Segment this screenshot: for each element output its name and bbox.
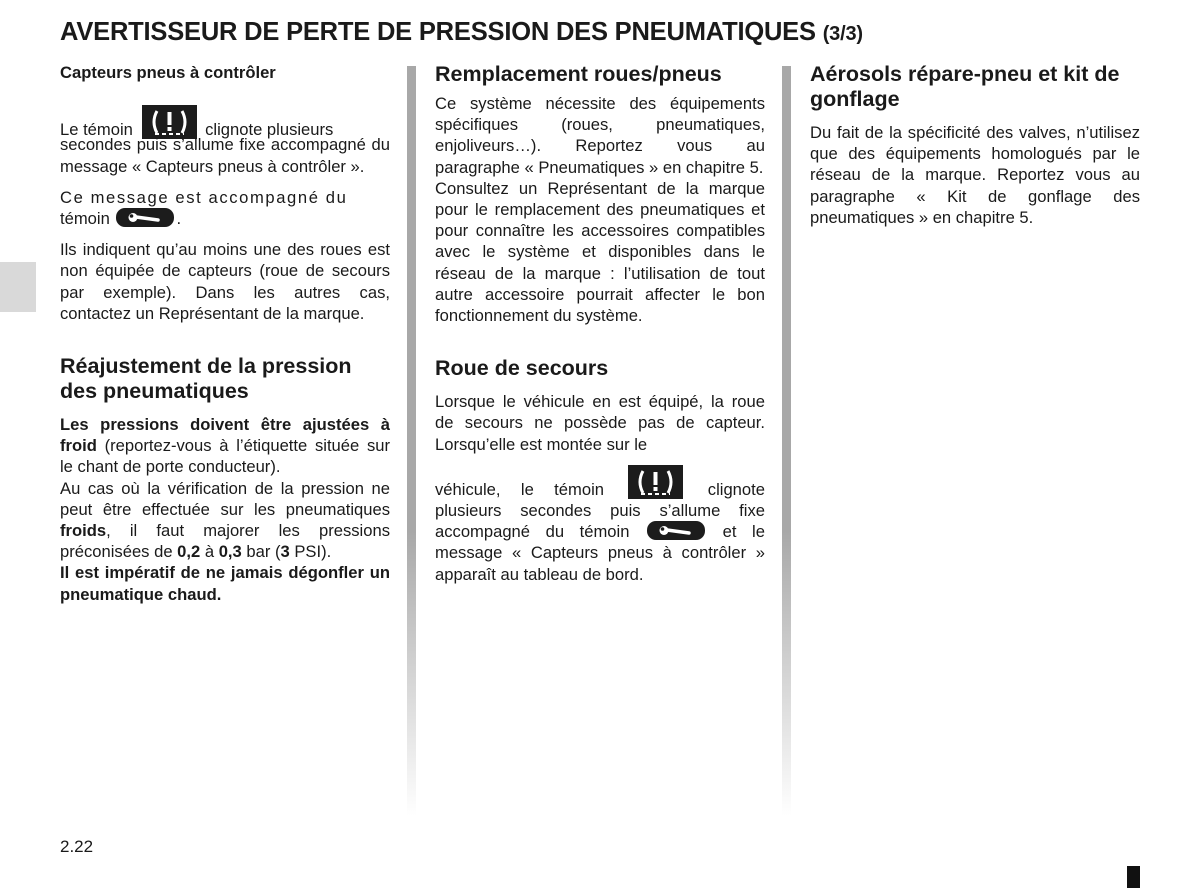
text-fragment: , il faut majorer les pressions préconisées de bbox=[60, 521, 390, 562]
section-subtitle-sensors: Capteurs pneus à contrôler bbox=[60, 63, 276, 82]
tire-pressure-warning-icon bbox=[628, 465, 683, 499]
paragraph-spare-warning bbox=[435, 465, 765, 585]
paragraph-adjust-cold bbox=[60, 414, 390, 478]
paragraph-consult-representative: Consultez un Représentant de la marque pour le remplacement des pneumatiques et pour connaître les accessoires compatibles avec le système et disponibles dans le réseau de la marque : l’utilisation de tout autre accessoire pourrait affecter le bon fonctionnement du système. bbox=[435, 178, 765, 326]
corner-thumb-mark bbox=[1127, 866, 1140, 888]
column-left bbox=[60, 62, 390, 605]
paragraph-adjust-warm bbox=[60, 478, 390, 563]
paragraph-service-message bbox=[60, 187, 390, 229]
column-separator bbox=[782, 66, 791, 816]
page-title bbox=[60, 18, 863, 47]
paragraph-spare-no-sensor: Lorsque le véhicule en est équipé, la roue de secours ne possède pas de capteur. Lorsqu’elle est montée sur le bbox=[435, 392, 765, 454]
text-fragment: Au cas où la vérification de la pression ne peut être effectuée sur les pneumatiques bbox=[60, 478, 390, 519]
text-fragment: et le message « Capteurs pneus à contrôler » apparaît au tableau de bord. bbox=[435, 522, 765, 584]
chapter-side-tab bbox=[0, 262, 36, 312]
text-fragment: 0,3 bbox=[218, 542, 242, 562]
text-fragment: 0,2 bbox=[177, 542, 201, 562]
text-fragment: . bbox=[176, 209, 182, 229]
paragraph-missing-sensors: Ils indiquent qu’au moins une des roues est non équipée de capteurs (roue de secours par exemple). Dans les autres cas, contactez un Représentant de la marque. bbox=[60, 240, 390, 323]
text-fragment: Le témoin bbox=[60, 120, 133, 140]
text-fragment: Les pressions doivent être ajustées à froid bbox=[60, 415, 390, 456]
column-right bbox=[810, 62, 1140, 228]
paragraph-never-deflate: Il est impératif de ne jamais dégonfler un pneumatique chaud. bbox=[60, 563, 390, 604]
text-fragment: véhicule, le témoin bbox=[435, 479, 604, 499]
paragraph-valves: Du fait de la spécificité des valves, n’utilisez que des équipements homologués par le réseau de la marque. Reportez vous au paragraphe « Kit de gonflage des pneumatiques » en chapitre 5. bbox=[810, 123, 1140, 227]
text-fragment: Ce message est accompagné du bbox=[60, 187, 348, 207]
text-fragment: 3 bbox=[280, 542, 290, 562]
text-fragment: témoin bbox=[60, 209, 110, 229]
wrench-service-icon bbox=[647, 521, 705, 540]
page-number: 2.22 bbox=[60, 837, 94, 856]
section-title-pressure-adjustment: Réajustement de la pression des pneumatiques bbox=[60, 354, 352, 404]
text-fragment: PSI). bbox=[289, 542, 332, 562]
text-fragment: à bbox=[200, 542, 219, 562]
text-fragment: secondes puis s’allume fixe accompagné du message « Capteurs pneus à contrôler ». bbox=[60, 135, 390, 176]
paragraph-specific-equipment: Ce système nécessite des équipements spécifiques (roues, pneumatiques, enjoliveurs…). Reportez vous au paragraphe « Pneumatiques » en chapitre 5. bbox=[435, 94, 765, 177]
text-fragment: bar ( bbox=[241, 542, 281, 562]
column-separator bbox=[407, 66, 416, 816]
text-fragment: clignote plusieurs secondes puis s’allume fixe accompagné du témoin bbox=[435, 479, 765, 542]
column-middle bbox=[435, 62, 765, 585]
page-title-text: AVERTISSEUR DE PERTE DE PRESSION DES PNEUMATIQUES bbox=[60, 18, 816, 46]
text-fragment: (reportez-vous à l’étiquette située sur le chant de porte conducteur). bbox=[60, 436, 390, 477]
text-fragment: froids bbox=[60, 521, 107, 541]
section-title-spare-wheel: Roue de secours bbox=[435, 356, 609, 381]
section-title-wheel-replacement: Remplacement roues/pneus bbox=[435, 62, 722, 86]
wrench-service-icon bbox=[116, 208, 174, 227]
page-part-indicator: (3/3) bbox=[822, 23, 863, 45]
paragraph-sensors-warning-cont bbox=[60, 134, 390, 176]
text-fragment: clignote plusieurs bbox=[205, 120, 334, 140]
section-title-repair-aerosols: Aérosols répare-pneu et kit de gonflage bbox=[810, 62, 1120, 111]
